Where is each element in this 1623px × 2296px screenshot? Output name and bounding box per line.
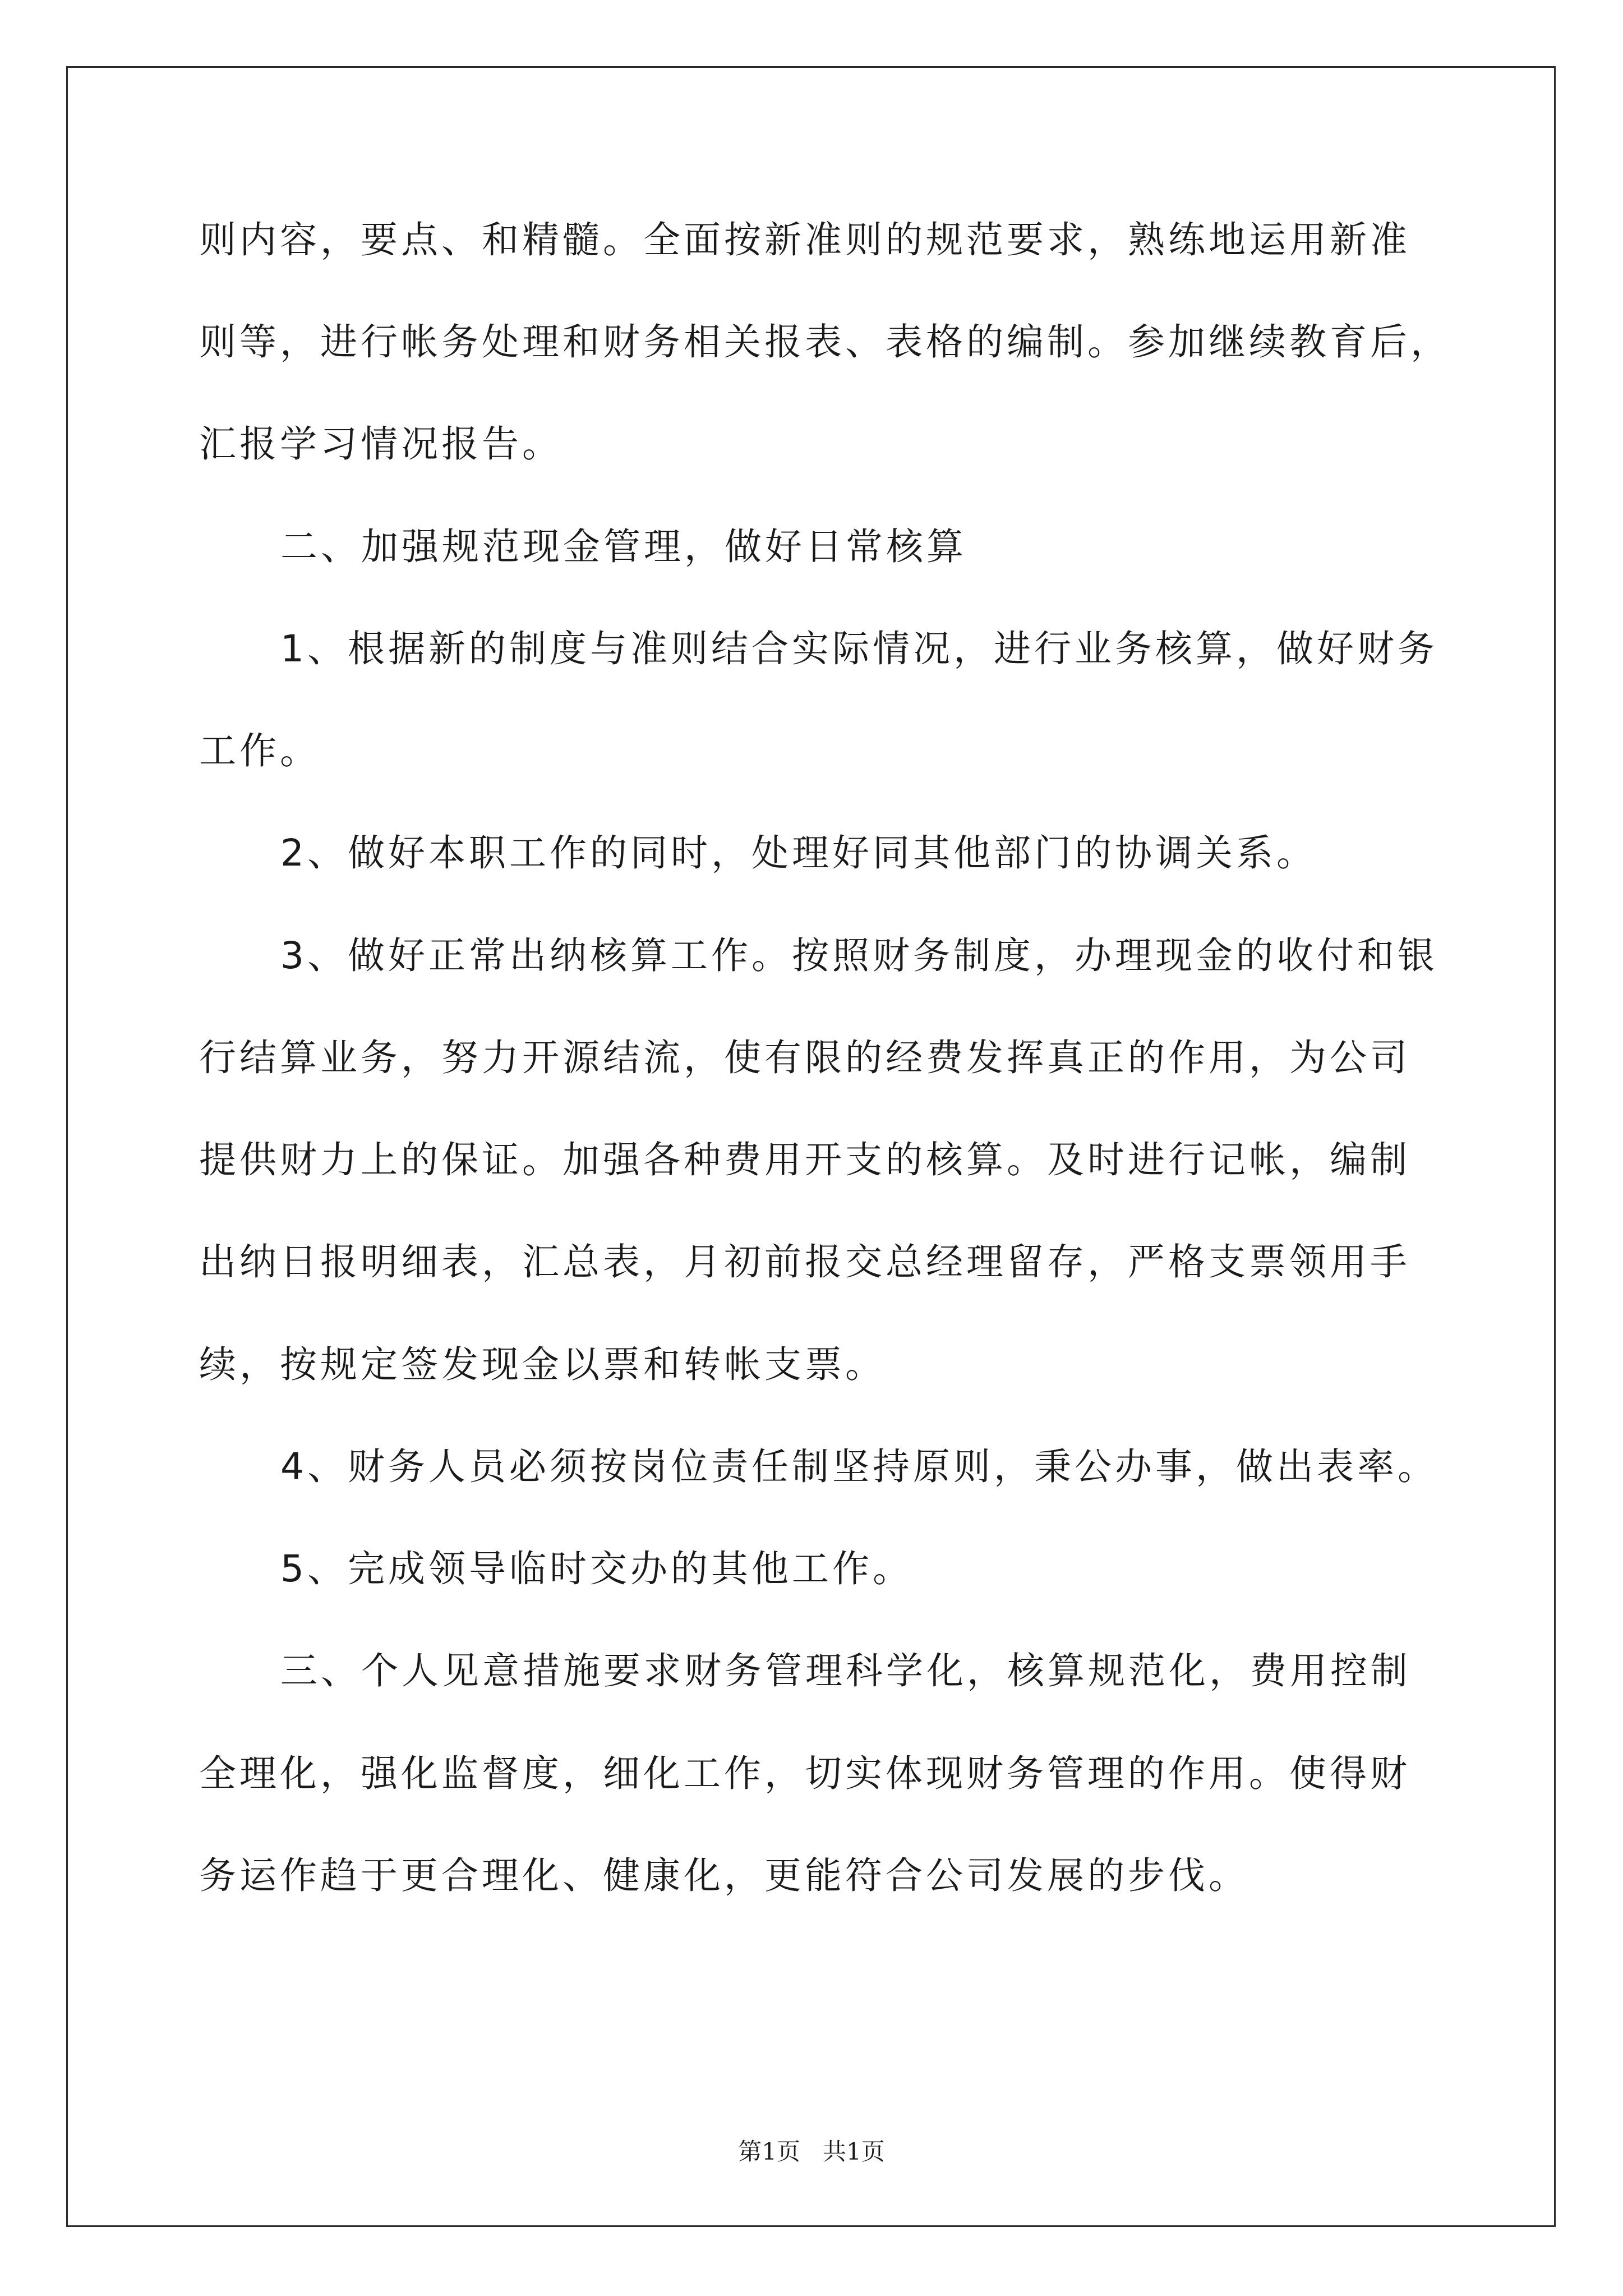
text-line: 4、财务人员必须按岗位责任制坚持原则，秉公办事，做出表率。 — [280, 1445, 1438, 1488]
text-line: 汇报学习情况报告。 — [199, 422, 562, 466]
section-heading: 二、加强规范现金管理，做好日常核算 — [280, 525, 967, 568]
text-line: 提供财力上的保证。加强各种费用开支的核算。及时进行记帐，编制 — [199, 1138, 1410, 1181]
text-line: 全理化，强化监督度，细化工作，切实体现财务管理的作用。使得财 — [199, 1752, 1410, 1795]
text-line: 1、根据新的制度与准则结合实际情况，进行业务核算，做好财务 — [280, 627, 1438, 670]
section-heading: 三、个人见意措施要求财务管理科学化，核算规范化，费用控制 — [280, 1649, 1411, 1692]
text-line: 3、做好正常出纳核算工作。按照财务制度，办理现金的收付和银 — [280, 934, 1438, 977]
text-line: 则等，进行帐务处理和财务相关报表、表格的编制。参加继续教育后， — [199, 320, 1451, 364]
text-line: 2、做好本职工作的同时，处理好同其他部门的协调关系。 — [280, 831, 1317, 875]
text-line: 务运作趋于更合理化、健康化，更能符合公司发展的步伐。 — [199, 1854, 1249, 1897]
text-line: 工作。 — [199, 729, 320, 772]
text-line: 5、完成领导临时交办的其他工作。 — [280, 1547, 913, 1590]
page-footer: 第1页 共1页 — [738, 2138, 885, 2165]
text-line: 续，按规定签发现金以票和转帐支票。 — [199, 1343, 886, 1386]
text-line: 则内容，要点、和精髓。全面按新准则的规范要求，熟练地运用新准 — [199, 218, 1410, 261]
text-line: 行结算业务，努力开源结流，使有限的经费发挥真正的作用，为公司 — [199, 1036, 1410, 1079]
text-line: 出纳日报明细表，汇总表，月初前报交总经理留存，严格支票领用手 — [199, 1240, 1410, 1283]
